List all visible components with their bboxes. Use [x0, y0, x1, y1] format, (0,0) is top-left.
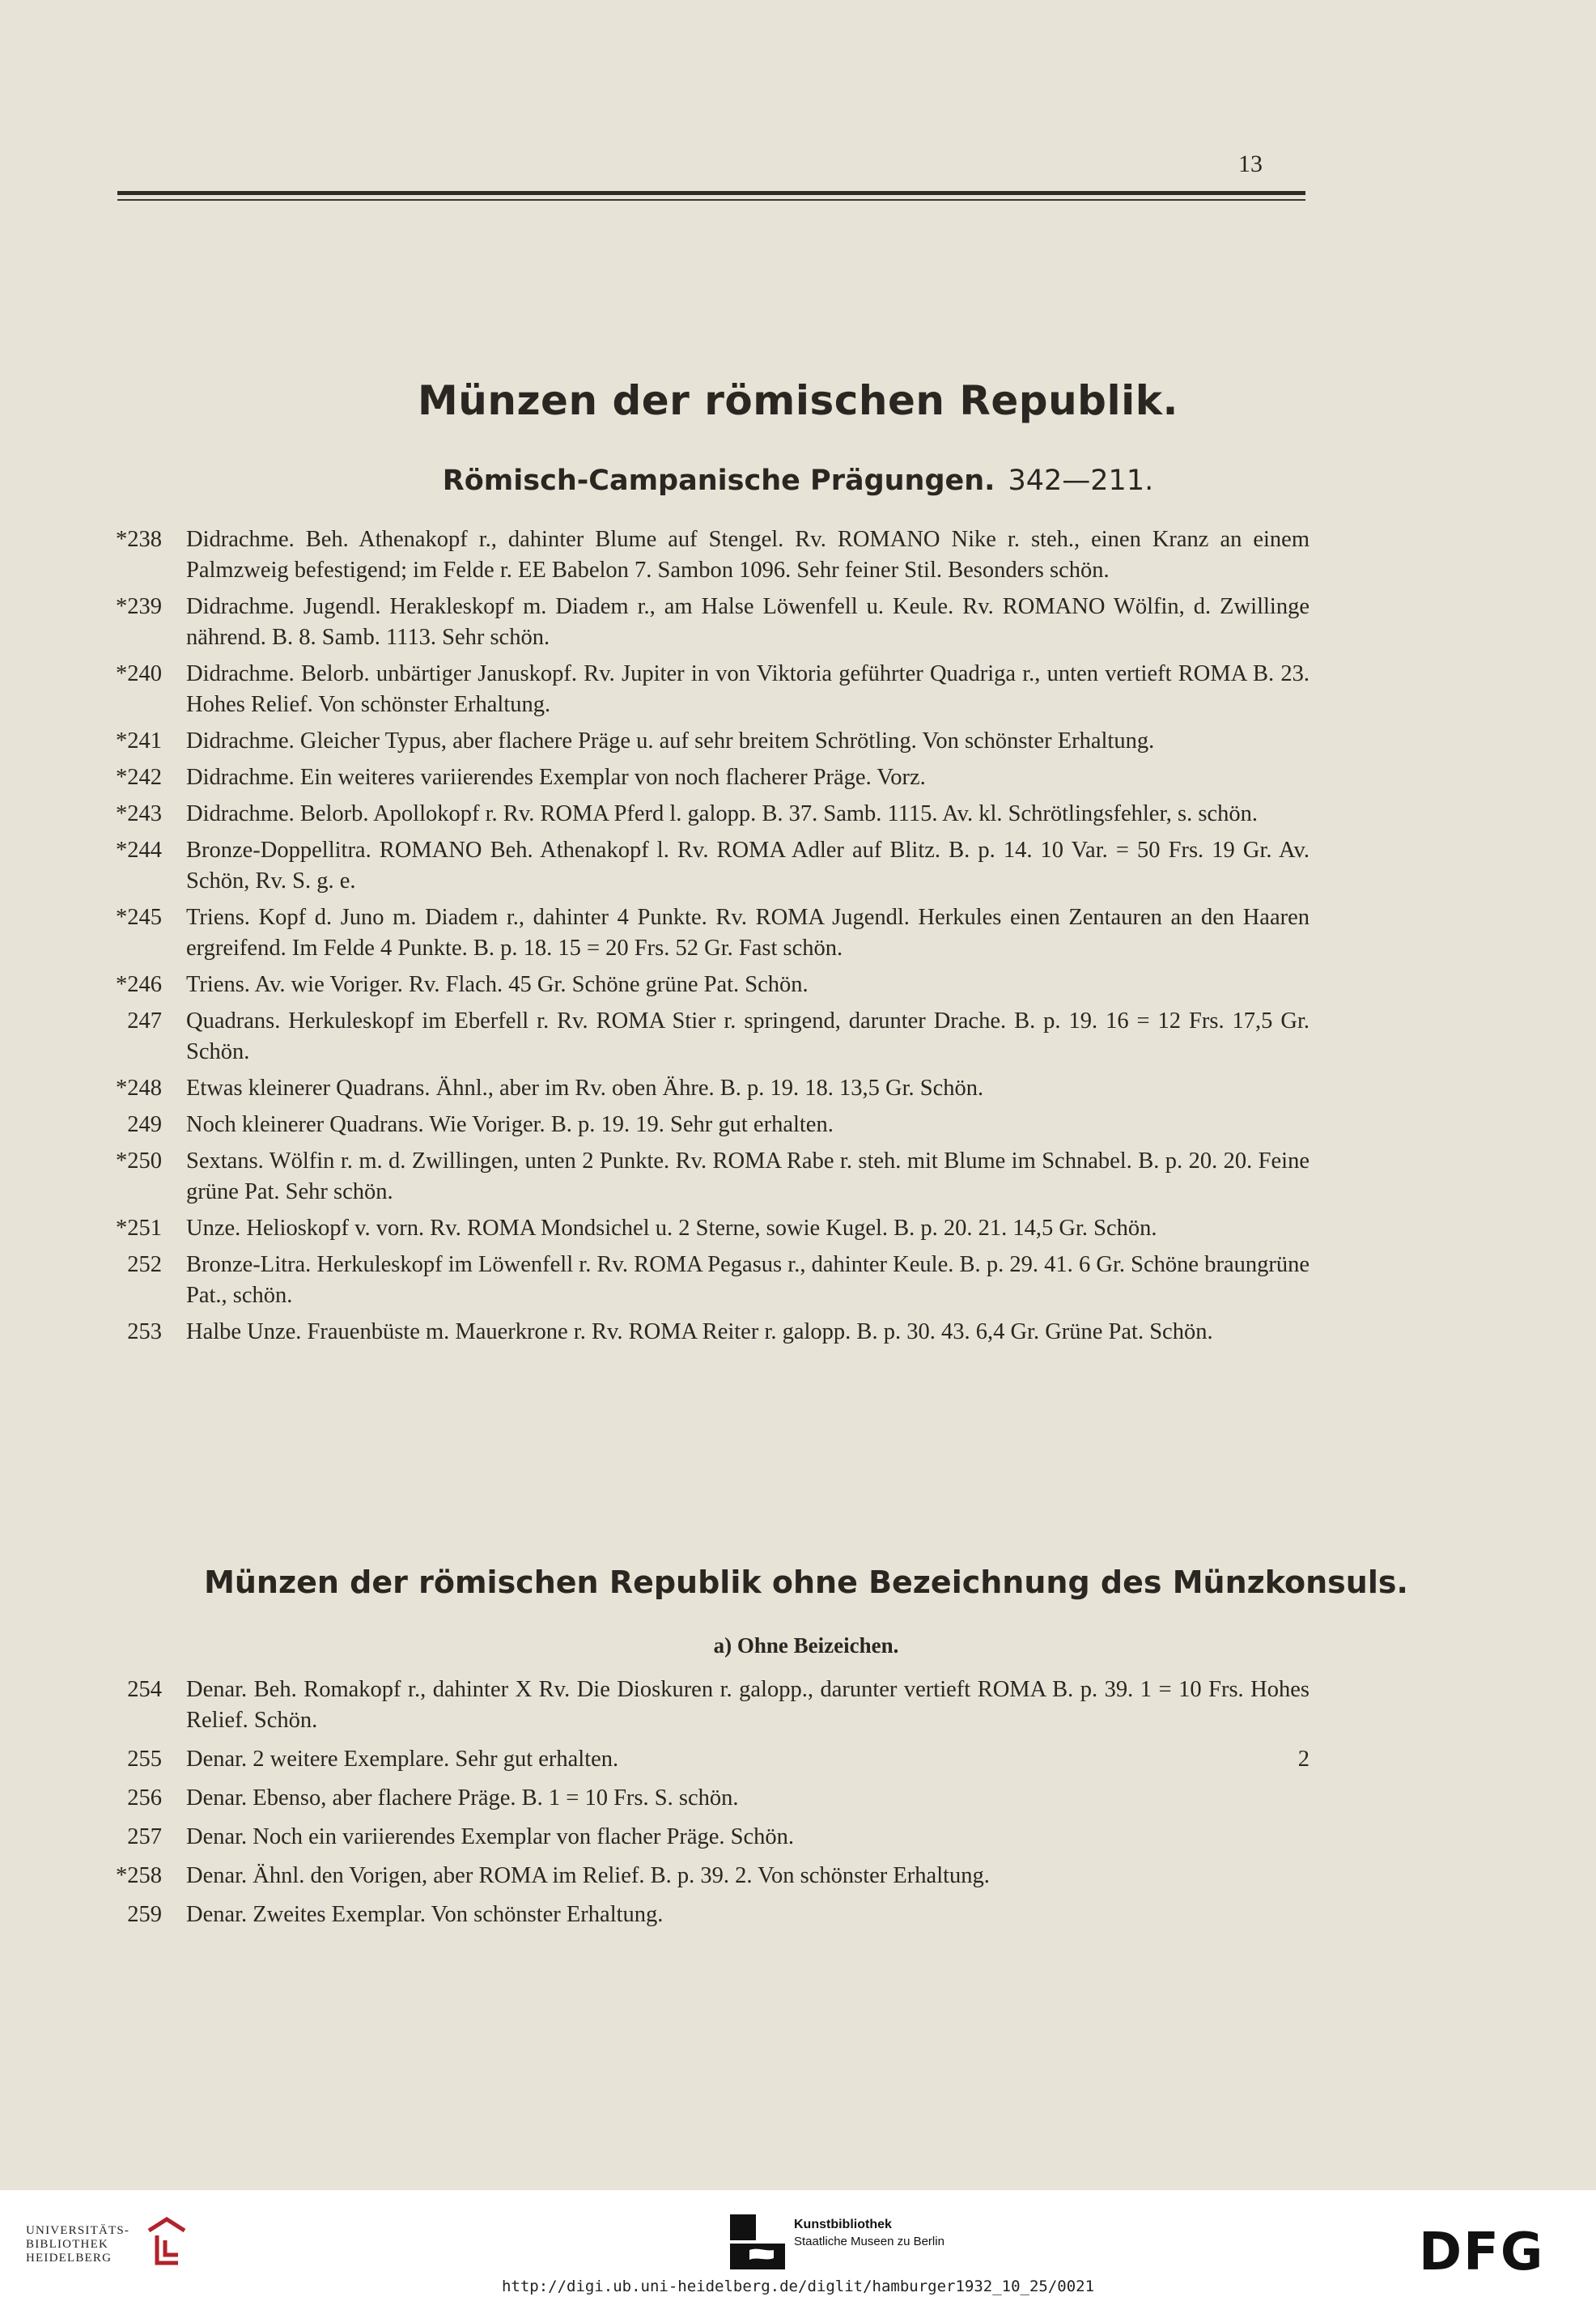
subheading: a) Ohne Beizeichen. — [713, 1633, 899, 1658]
entries-list-1 — [97, 524, 1311, 1348]
top-rule-thin — [117, 199, 1305, 201]
entry-text: Didrachme. Belorb. unbärtiger Januskopf. Rv. Jupiter in von Viktoria geführter Quadriga r., unten vertieft ROMA B. 23. Hohes Relief. Von schönster Erhaltung. — [186, 661, 1309, 717]
entry — [97, 1110, 1311, 1140]
entry — [97, 592, 1311, 653]
entry-text: Didrachme. Gleicher Typus, aber flachere Präge u. auf sehr breitem Schrötling. Von schönster Erhaltung. — [186, 728, 1155, 754]
entry — [97, 835, 1311, 897]
entry-number: *241 — [116, 728, 162, 754]
entry-number: 252 — [127, 1252, 162, 1277]
entry-text: Unze. Helioskopf v. vorn. Rv. ROMA Mondsichel u. 2 Sterne, sowie Kugel. B. p. 20. 21. 14,5 Gr. Schön. — [186, 1216, 1157, 1241]
entry-text: Denar. 2 weitere Exemplare. Sehr gut erhalten. — [186, 1747, 619, 1772]
section2-heading: Münzen der römischen Republik ohne Bezeichnung des Münzkonsuls. — [204, 1564, 1408, 1600]
entry-number: *251 — [116, 1216, 162, 1241]
entry-number: 249 — [127, 1112, 162, 1137]
entry-number: *243 — [116, 801, 162, 826]
footer-bar — [0, 2190, 1596, 2301]
entry — [97, 902, 1311, 964]
entry-text: Noch kleinerer Quadrans. Wie Voriger. B. p. 19. 19. Sehr gut erhalten. — [186, 1112, 834, 1137]
entry-number: *238 — [116, 527, 162, 552]
entry-number: *246 — [116, 972, 162, 997]
kunstbibliothek-logo-icon — [730, 2214, 785, 2269]
library-name-line: UNIVERSITÄTS- — [26, 2224, 130, 2237]
entry-text: Denar. Beh. Romakopf r., dahinter X Rv. Die Dioskuren r. galopp., darunter vertieft ROMA B. p. 39. 1 = 10 Frs. Hohes Relief. Schön. — [186, 1677, 1309, 1733]
entry — [97, 726, 1311, 757]
entry-number: *250 — [116, 1148, 162, 1174]
entry — [97, 1900, 1311, 1930]
entry-number: 256 — [127, 1785, 162, 1811]
library-name-line: HEIDELBERG — [26, 2252, 112, 2265]
entry — [97, 1675, 1311, 1736]
entry-number: *240 — [116, 661, 162, 686]
entry-text: Etwas kleinerer Quadrans. Ähnl., aber im Rv. oben Ähre. B. p. 19. 18. 13,5 Gr. Schön. — [186, 1076, 984, 1101]
entry — [97, 1317, 1311, 1348]
entry-count: 2 — [1297, 1747, 1309, 1772]
library-name — [26, 2224, 129, 2265]
entry — [97, 1822, 1311, 1853]
entry-text: Denar. Zweites Exemplar. Von schönster Erhaltung. — [186, 1902, 664, 1927]
entry — [97, 762, 1311, 793]
entry-number: *248 — [116, 1076, 162, 1101]
section-heading-text: Römisch-Campanische Prägungen. — [442, 465, 995, 497]
entry-text: Denar. Noch ein variierendes Exemplar von flacher Präge. Schön. — [186, 1824, 795, 1849]
entry-number: *239 — [116, 594, 162, 619]
university-library-logo-icon — [142, 2213, 191, 2269]
entry-text: Sextans. Wölfin r. m. d. Zwillingen, unten 2 Punkte. Rv. ROMA Rabe r. steh. mit Blume im Schnabel. B. p. 20. 20. Feine grüne Pat. Sehr schön. — [186, 1148, 1309, 1204]
main-title: Münzen der römischen Republik. — [418, 377, 1178, 424]
entry-text: Didrachme. Ein weiteres variierendes Exemplar von noch flacherer Präge. Vorz. — [186, 765, 926, 790]
entry-text: Bronze-Doppellitra. ROMANO Beh. Athenakopf l. Rv. ROMA Adler auf Blitz. B. p. 14. 10 Var. = 50 Frs. 19 Gr. Av. Schön, Rv. S. g. e. — [186, 838, 1309, 894]
entry-text: Denar. Ähnl. den Vorigen, aber ROMA im Relief. B. p. 39. 2. Von schönster Erhaltung. — [186, 1863, 990, 1888]
entry — [97, 659, 1311, 720]
entries-list-2 — [97, 1675, 1311, 1930]
kb-name: Kunstbibliothek — [794, 2218, 892, 2231]
entry — [97, 1146, 1311, 1208]
entry-number: 257 — [127, 1824, 162, 1849]
entry — [97, 1744, 1311, 1775]
entry — [97, 1250, 1311, 1311]
source-url: http://digi.ub.uni-heidelberg.de/diglit/hamburger1932_10_25/0021 — [501, 2278, 1095, 2295]
entry — [97, 970, 1311, 1000]
entry-text: Triens. Kopf d. Juno m. Diadem r., dahinter 4 Punkte. Rv. ROMA Jugendl. Herkules einen Zentauren an den Haaren ergreifend. Im Felde 4 Punkte. B. p. 18. 15 = 20 Frs. 52 Gr. Fast schön. — [186, 905, 1309, 961]
kb-subtitle: Staatliche Museen zu Berlin — [794, 2235, 944, 2248]
entry-number: *242 — [116, 765, 162, 790]
section-heading — [0, 465, 1596, 497]
entry-text: Triens. Av. wie Voriger. Rv. Flach. 45 Gr. Schöne grüne Pat. Schön. — [186, 972, 809, 997]
page-number: 13 — [1238, 151, 1263, 177]
entry — [97, 799, 1311, 830]
entry-number: 253 — [127, 1319, 162, 1344]
entry-text: Bronze-Litra. Herkuleskopf im Löwenfell r. Rv. ROMA Pegasus r., dahinter Keule. B. p. 29. 41. 6 Gr. Schöne braungrüne Pat., schön. — [186, 1252, 1309, 1308]
entry-text: Quadrans. Herkuleskopf im Eberfell r. Rv. ROMA Stier r. springend, darunter Drache. B. p. 19. 16 = 12 Frs. 17,5 Gr. Schön. — [186, 1008, 1309, 1064]
section-range: 342—211. — [1008, 465, 1154, 497]
entry-number: *245 — [116, 905, 162, 930]
entry-text: Didrachme. Belorb. Apollokopf r. Rv. ROMA Pferd l. galopp. B. 37. Samb. 1115. Av. kl. Schrötlingsfehler, s. schön. — [186, 801, 1258, 826]
entry-number: 259 — [127, 1902, 162, 1927]
entry-text: Halbe Unze. Frauenbüste m. Mauerkrone r. Rv. ROMA Reiter r. galopp. B. p. 30. 43. 6,4 Gr. Grüne Pat. Schön. — [186, 1319, 1213, 1344]
entry-text-wrap — [186, 1744, 1309, 1775]
entry-text: Denar. Ebenso, aber flachere Präge. B. 1 = 10 Frs. S. schön. — [186, 1785, 739, 1811]
entry — [97, 1006, 1311, 1068]
top-rule — [117, 191, 1305, 195]
entry — [97, 1783, 1311, 1814]
entry-number: 247 — [127, 1008, 162, 1034]
entry-number: *244 — [116, 838, 162, 863]
entry-text: Didrachme. Jugendl. Herakleskopf m. Diadem r., am Halse Löwenfell u. Keule. Rv. ROMANO Wölfin, d. Zwillinge nährend. B. 8. Samb. 1113. Sehr schön. — [186, 594, 1309, 650]
entry — [97, 1213, 1311, 1244]
entry-number: 255 — [127, 1747, 162, 1772]
dfg-logo: DFG — [1419, 2222, 1545, 2282]
entry — [97, 524, 1311, 586]
entry-number: *258 — [116, 1863, 162, 1888]
library-name-line: BIBLIOTHEK — [26, 2238, 108, 2251]
entry — [97, 1073, 1311, 1104]
entry-number: 254 — [127, 1677, 162, 1702]
entry — [97, 1861, 1311, 1891]
entry-text: Didrachme. Beh. Athenakopf r., dahinter Blume auf Stengel. Rv. ROMANO Nike r. steh., einen Kranz an einem Palmzweig befestigend; im Felde r. EE Babelon 7. Sambon 1096. Sehr feiner Stil. Besonders schön. — [186, 527, 1309, 583]
